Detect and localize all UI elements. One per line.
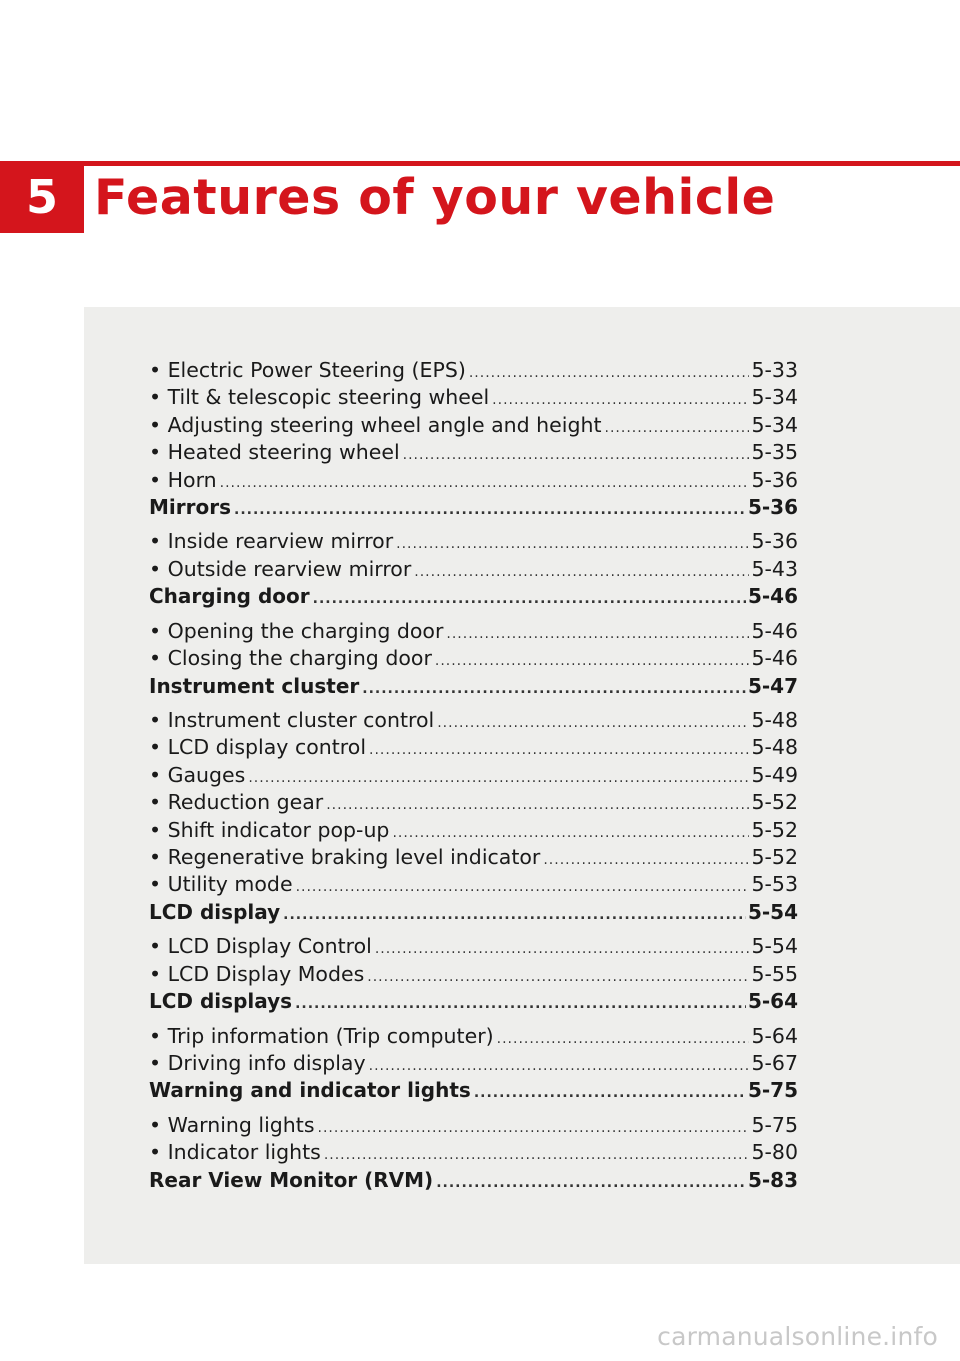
toc-entry-label: • Warning lights <box>149 1112 315 1137</box>
toc-entry-label: • LCD display control <box>149 735 367 760</box>
toc-entry-page: 5-48 <box>751 735 798 760</box>
toc-entry-page: 5-36 <box>751 529 798 554</box>
toc-entry-page: 5-75 <box>751 1112 798 1137</box>
toc-leader-dots <box>435 653 750 669</box>
toc-entry-page: 5-46 <box>751 646 798 671</box>
toc-entry-label: • Electric Power Steering (EPS) <box>149 358 466 382</box>
toc-entry[interactable] <box>149 1113 798 1140</box>
toc-entry-label: • Gauges <box>149 762 246 787</box>
toc-entry-label: • Inside rearview mirror <box>149 529 394 554</box>
toc-section-heading[interactable] <box>149 900 798 935</box>
toc-entry-label: • Shift indicator pop-up <box>149 817 390 842</box>
toc-leader-dots <box>248 770 749 786</box>
toc-entry[interactable] <box>149 385 798 412</box>
table-of-contents <box>149 358 798 1202</box>
toc-entry-page: 5-49 <box>751 762 798 787</box>
toc-entry[interactable] <box>149 763 798 790</box>
chapter-number-badge <box>0 161 84 233</box>
toc-entry-page: 5-52 <box>751 790 798 815</box>
toc-entry-page: 5-46 <box>751 618 798 643</box>
toc-entry-page: 5-52 <box>751 817 798 842</box>
toc-section-heading[interactable] <box>149 495 798 530</box>
toc-entry-page: 5-54 <box>747 899 798 924</box>
toc-entry[interactable] <box>149 962 798 989</box>
toc-entry-label: • Driving info display <box>149 1050 366 1075</box>
toc-entry[interactable] <box>149 708 798 735</box>
toc-entry-page: 5-67 <box>751 1050 798 1075</box>
toc-entry-label: • LCD Display Modes <box>149 961 365 986</box>
toc-section-heading[interactable] <box>149 1078 798 1113</box>
toc-entry-label: • Closing the charging door <box>149 646 432 671</box>
toc-entry-page: 5-46 <box>747 584 798 609</box>
toc-entry[interactable] <box>149 818 798 845</box>
toc-section-heading[interactable] <box>149 1168 798 1203</box>
toc-entry-page: 5-33 <box>751 358 798 382</box>
toc-leader-dots <box>367 969 749 985</box>
toc-entry[interactable] <box>149 619 798 646</box>
toc-entry-label: • Trip information (Trip computer) <box>149 1023 494 1048</box>
toc-entry[interactable] <box>149 1140 798 1167</box>
toc-section-heading[interactable] <box>149 989 798 1024</box>
toc-entry[interactable] <box>149 872 798 899</box>
toc-entry-label: • Regenerative braking level indicator <box>149 844 541 869</box>
toc-entry[interactable] <box>149 557 798 584</box>
toc-leader-dots <box>403 447 750 463</box>
toc-leader-dots <box>396 536 749 552</box>
toc-entry-label: Instrument cluster <box>149 673 360 698</box>
toc-entry-page: 5-64 <box>751 1023 798 1048</box>
toc-entry-page: 5-53 <box>751 872 798 897</box>
toc-entry-page: 5-36 <box>747 494 798 519</box>
toc-leader-dots <box>605 420 750 436</box>
toc-entry-page: 5-34 <box>751 412 798 437</box>
toc-entry[interactable] <box>149 468 798 495</box>
toc-leader-dots <box>446 626 749 642</box>
toc-entry-label: Rear View Monitor (RVM) <box>149 1167 434 1192</box>
toc-entry[interactable] <box>149 646 798 673</box>
toc-entry-page: 5-64 <box>747 989 798 1014</box>
toc-leader-dots <box>437 715 749 731</box>
toc-entry-label: Warning and indicator lights <box>149 1078 471 1103</box>
toc-leader-dots <box>474 1085 746 1101</box>
toc-leader-dots <box>318 1120 750 1136</box>
toc-leader-dots <box>234 502 746 518</box>
toc-leader-dots <box>296 879 750 895</box>
toc-entry[interactable] <box>149 735 798 762</box>
toc-entry-label: • Indicator lights <box>149 1140 321 1165</box>
toc-leader-dots <box>313 591 746 607</box>
toc-entry-page: 5-34 <box>751 385 798 410</box>
toc-entry[interactable] <box>149 845 798 872</box>
toc-entry-page: 5-47 <box>747 673 798 698</box>
toc-section-heading[interactable] <box>149 584 798 619</box>
toc-leader-dots <box>295 996 746 1012</box>
chapter-number: 5 <box>25 170 58 224</box>
toc-section-heading[interactable] <box>149 674 798 709</box>
toc-leader-dots <box>220 475 750 491</box>
toc-entry-label: • LCD Display Control <box>149 934 372 959</box>
toc-entry[interactable] <box>149 358 798 385</box>
toc-entry-page: 5-36 <box>751 467 798 492</box>
toc-entry-label: • Heated steering wheel <box>149 440 400 465</box>
toc-leader-dots <box>436 1175 746 1191</box>
toc-entry[interactable] <box>149 440 798 467</box>
toc-entry[interactable] <box>149 413 798 440</box>
toc-entry-page: 5-83 <box>747 1167 798 1192</box>
toc-leader-dots <box>497 1031 750 1047</box>
toc-entry-label: • Adjusting steering wheel angle and height <box>149 412 602 437</box>
toc-entry-label: • Horn <box>149 467 217 492</box>
toc-leader-dots <box>324 1147 750 1163</box>
toc-leader-dots <box>369 742 749 758</box>
toc-leader-dots <box>543 852 749 868</box>
toc-entry-label: • Tilt & telescopic steering wheel <box>149 385 490 410</box>
toc-entry-label: • Opening the charging door <box>149 618 444 643</box>
toc-leader-dots <box>392 825 749 841</box>
toc-entry[interactable] <box>149 790 798 817</box>
toc-entry-page: 5-80 <box>751 1140 798 1165</box>
toc-leader-dots <box>362 681 746 697</box>
toc-leader-dots <box>414 564 749 580</box>
toc-leader-dots <box>283 907 746 923</box>
toc-leader-dots <box>375 941 750 957</box>
toc-entry-page: 5-43 <box>751 556 798 581</box>
toc-entry[interactable] <box>149 529 798 556</box>
toc-entry-page: 5-55 <box>751 961 798 986</box>
toc-entry[interactable] <box>149 934 798 961</box>
toc-entry-label: Charging door <box>149 584 310 609</box>
chapter-title: Features of your vehicle <box>94 169 776 226</box>
toc-entry-page: 5-54 <box>751 934 798 959</box>
toc-entry-label: • Instrument cluster control <box>149 708 435 733</box>
toc-entry-label: LCD displays <box>149 989 293 1014</box>
toc-leader-dots <box>492 392 749 408</box>
toc-entry[interactable] <box>149 1051 798 1078</box>
toc-entry-label: • Utility mode <box>149 872 293 897</box>
toc-leader-dots <box>369 1058 750 1074</box>
toc-entry-label: • Outside rearview mirror <box>149 556 412 581</box>
toc-entry-label: LCD display <box>149 899 281 924</box>
toc-entry-page: 5-35 <box>751 440 798 465</box>
watermark: carmanualsonline.info <box>657 1322 938 1351</box>
toc-leader-dots <box>469 365 750 381</box>
toc-entry-page: 5-48 <box>751 708 798 733</box>
toc-leader-dots <box>326 797 749 813</box>
toc-entry-page: 5-52 <box>751 844 798 869</box>
toc-entry-label: Mirrors <box>149 494 231 519</box>
toc-entry-page: 5-75 <box>747 1078 798 1103</box>
toc-entry[interactable] <box>149 1024 798 1051</box>
toc-entry-label: • Reduction gear <box>149 790 324 815</box>
